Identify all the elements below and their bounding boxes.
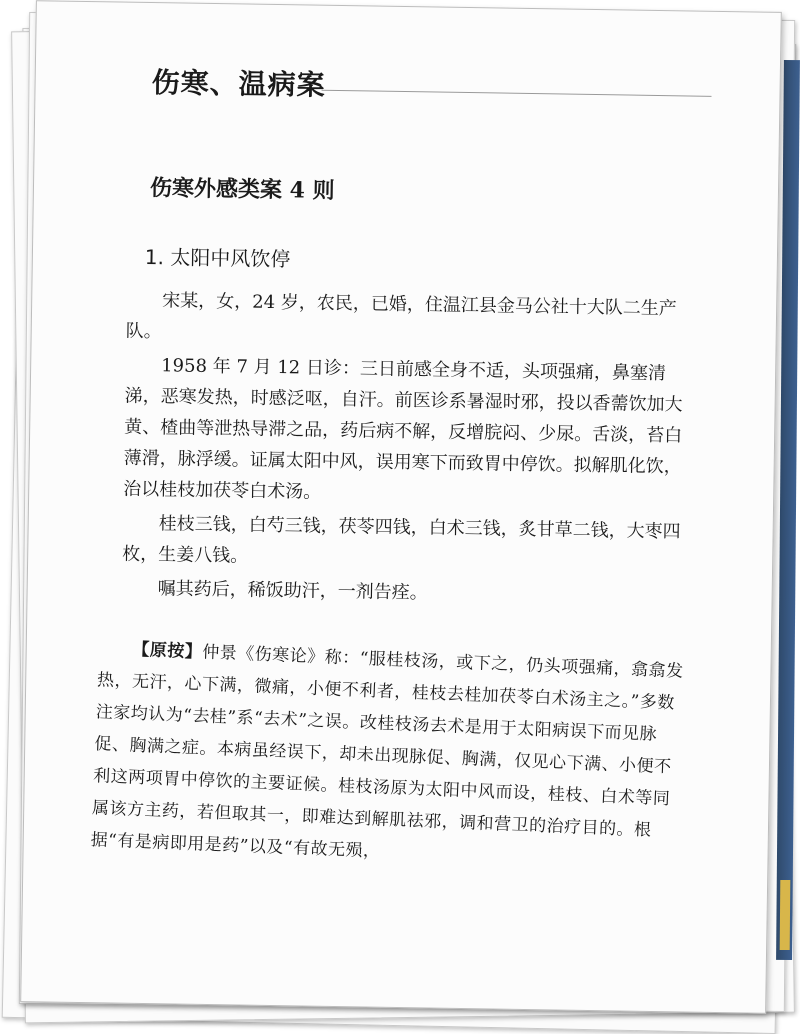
paragraph-prescription: 桂枝三钱，白芍三钱，茯苓四钱，白术三钱，炙甘草二钱，大枣四枚，生姜八钱。 xyxy=(122,513,681,567)
paragraph-outcome: 嘱其药后，稀饭助汗，一剂告痊。 xyxy=(157,578,428,604)
case-title: 1. 太阳中风饮停 xyxy=(144,244,291,272)
commentary-text: 仲景《伤寒论》称：“服桂枝汤，或下之，仍头项强痛，翕翕发热，无汗，心下满，微痛，小便不利者，桂枝去桂加茯苓白术汤主之。”多数注家均认为“去桂”系“去术”之误。改桂枝汤去术是用于太阳病误下而见脉促、胸满之症。本病虽经误下，却未出现脉促、胸满，仅见心下满、小便不利这两项胃中停饮的主要证候。桂枝汤原为太阳中风而设，桂枝、白术等同属该方主药，若但取其一，即难达到解肌祛邪，调和营卫的治疗目的。根据“有是病即用是药”以及“有故无殒， xyxy=(90,642,684,862)
paragraph-diagnosis: 1958 年 7 月 12 日诊：三日前感全身不适，头项强痛，鼻塞清涕，恶寒发热，时感泛呕，自汗。前医诊系暑湿时邪，投以香薷饮加大黄、楂曲等泄热导滞之品，药后病不解，反增脘闷、少尿。舌淡，苔白薄滑，脉浮缓。证属太阳中风，误用寒下而致胃中停饮。拟解肌化饮，治以桂枝加茯苓白术汤。 xyxy=(123,355,683,503)
original-commentary xyxy=(90,632,685,879)
section-title: 伤寒、温病案 xyxy=(151,66,326,102)
case-body xyxy=(121,285,686,616)
title-rule xyxy=(322,90,712,97)
paragraph-patient-info: 宋某，女，24 岁，农民，已婚，住温江县金马公社十大队二生产队。 xyxy=(125,290,677,343)
book-page xyxy=(20,0,782,1014)
book-cover-accent xyxy=(780,880,791,950)
subsection-title: 伤寒外感类案 4 则 xyxy=(149,175,335,204)
commentary-tag: 【原按】 xyxy=(131,639,203,663)
